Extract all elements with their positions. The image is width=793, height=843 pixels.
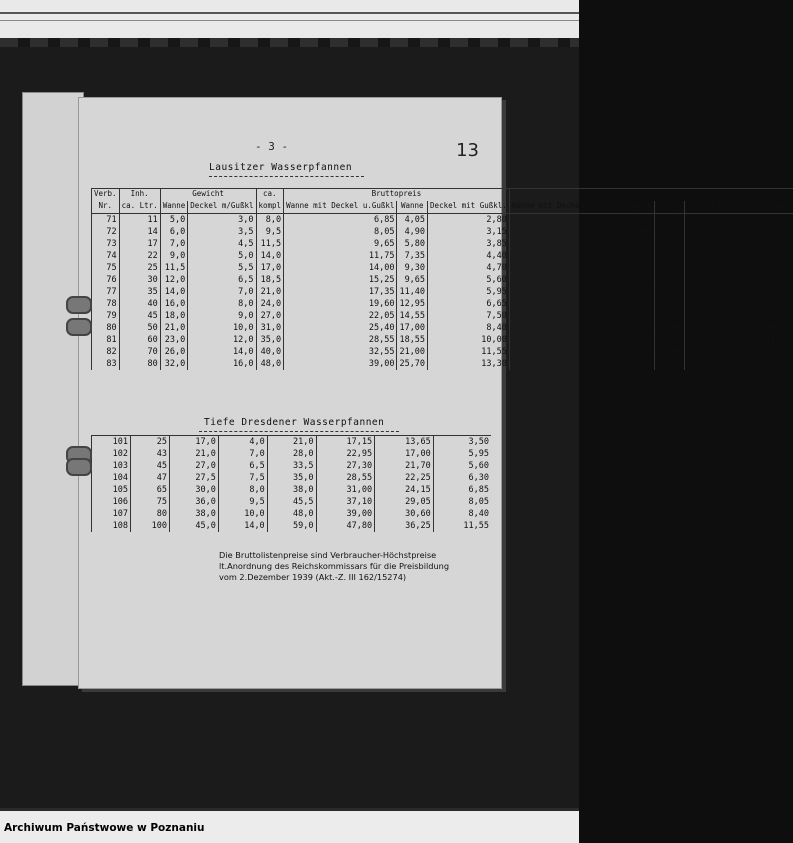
table-cell: 25,70 xyxy=(397,358,428,370)
table-cell: 10,0 xyxy=(218,508,267,520)
table-cell: 3,60 xyxy=(685,214,793,227)
table-cell: 106 xyxy=(92,496,131,508)
table-cell: 12,95 xyxy=(654,298,685,310)
table-row xyxy=(92,460,492,472)
table-row xyxy=(92,484,492,496)
table-cell: 22,05 xyxy=(284,310,397,322)
table-cell: 8,0 xyxy=(256,214,284,227)
table-cell: 17,0 xyxy=(256,262,284,274)
title-underline xyxy=(209,176,364,177)
table-cell: 8,30 xyxy=(685,298,793,310)
table-cell: 14,0 xyxy=(218,520,267,532)
header-gewicht: Gewicht xyxy=(160,189,256,202)
table-cell: 30,0 xyxy=(170,484,219,496)
table-cell: 60 xyxy=(119,334,160,346)
binder-ring xyxy=(66,458,92,476)
header-bruttopreis-1: Bruttopreis xyxy=(284,189,510,202)
table-cell: 7,40 xyxy=(685,286,793,298)
table-cell: 8,40 xyxy=(428,322,510,334)
table-cell: 47,80 xyxy=(316,520,375,532)
table-row xyxy=(92,508,492,520)
document-page xyxy=(78,97,502,689)
table-cell: 10,00 xyxy=(428,334,510,346)
table-cell: 21,00 xyxy=(654,346,685,358)
table-cell: 13,65 xyxy=(375,436,434,449)
header-deckel-gusskl: Deckel mit Gußkl. xyxy=(428,201,510,214)
table-cell: 83 xyxy=(92,358,120,370)
table-row xyxy=(92,250,793,262)
table1-body xyxy=(92,214,793,371)
table-cell: 50 xyxy=(119,322,160,334)
table-cell: 65 xyxy=(131,484,170,496)
table2-body xyxy=(92,436,492,533)
table-cell: 36,25 xyxy=(375,520,434,532)
table-cell: 6,0 xyxy=(160,226,188,238)
header-ltr: ca. Ltr. xyxy=(119,201,160,214)
table-cell: 13,25 xyxy=(685,346,793,358)
table-cell: 28,55 xyxy=(316,472,375,484)
table-cell: 5,85 xyxy=(685,262,793,274)
table-cell: 80 xyxy=(131,508,170,520)
table-cell: 12,80 xyxy=(509,250,654,262)
table-cell: 48,0 xyxy=(256,358,284,370)
table-cell: 9,65 xyxy=(284,238,397,250)
table-cell: 17,35 xyxy=(284,286,397,298)
table-cell: 16,0 xyxy=(160,298,188,310)
table-cell: 71 xyxy=(92,214,120,227)
table-cell: 22,95 xyxy=(316,448,375,460)
table-cell: 9,65 xyxy=(397,274,428,286)
table-cell: 32,55 xyxy=(284,346,397,358)
table-cell: 4,5 xyxy=(188,238,256,250)
table-cell: 18,0 xyxy=(160,310,188,322)
page-number: - 3 - xyxy=(255,140,288,153)
table-cell: 11,55 xyxy=(433,520,491,532)
table-cell: 2,80 xyxy=(428,214,510,227)
table-cell: 10,0 xyxy=(188,322,256,334)
table-cell: 18,55 xyxy=(654,334,685,346)
table-cell: 17,15 xyxy=(316,436,375,449)
price-note xyxy=(219,550,499,583)
table-cell: 102 xyxy=(92,448,131,460)
table-cell: 9,00 xyxy=(509,226,654,238)
table-cell: 5,95 xyxy=(433,448,491,460)
table-cell: 4,0 xyxy=(218,436,267,449)
table-cell: 18,80 xyxy=(509,286,654,298)
header-deckel-blech: Deckel mit Blech-klappe xyxy=(685,201,793,214)
table-cell: 8,0 xyxy=(188,298,256,310)
table-cell: 7,00 xyxy=(685,274,793,286)
table-cell: 4,90 xyxy=(397,226,428,238)
table-cell: 7,35 xyxy=(654,250,685,262)
table-cell: 45,0 xyxy=(170,520,219,532)
note-line: lt.Anordnung des Reichskommissars für die Preisbildung xyxy=(219,561,499,572)
table-cell: 16,65 xyxy=(509,274,654,286)
header-wanne-deckel-gusskl: Wanne mit Deckel u.Gußkl xyxy=(284,201,397,214)
table-cell: 11,55 xyxy=(428,346,510,358)
binder-left-page xyxy=(22,92,84,686)
table-cell: 14,00 xyxy=(284,262,397,274)
table-cell: 7,50 xyxy=(428,310,510,322)
table-cell: 16,0 xyxy=(188,358,256,370)
table-cell: 77 xyxy=(92,286,120,298)
table-cell: 39,00 xyxy=(284,358,397,370)
table-cell: 45 xyxy=(131,460,170,472)
table-cell: 5,60 xyxy=(433,460,491,472)
note-line: vom 2.Dezember 1939 (Akt.-Z. III 162/15274) xyxy=(219,572,499,583)
binder-ring xyxy=(66,318,92,336)
table-cell: 9,5 xyxy=(218,496,267,508)
table-cell: 6,85 xyxy=(284,214,397,227)
table-cell: 5,00 xyxy=(685,238,793,250)
top-rule xyxy=(0,12,579,14)
table-cell: 35 xyxy=(119,286,160,298)
archive-label: Archiwum Państwowe w Poznaniu xyxy=(4,822,205,834)
price-table-lausitzer xyxy=(91,188,793,370)
table-cell: 26,0 xyxy=(160,346,188,358)
table-cell: 45 xyxy=(119,310,160,322)
table-cell: 76 xyxy=(92,274,120,286)
table-row xyxy=(92,238,793,250)
table-cell: 40 xyxy=(119,298,160,310)
table-cell: 101 xyxy=(92,436,131,449)
table-cell: 30,60 xyxy=(375,508,434,520)
table-row xyxy=(92,448,492,460)
table-cell: 17,00 xyxy=(375,448,434,460)
table-cell: 78 xyxy=(92,298,120,310)
table-cell: 3,0 xyxy=(188,214,256,227)
section2-title: Tiefe Dresdener Wasserpfannen xyxy=(204,417,384,428)
table-row xyxy=(92,346,793,358)
table-cell: 10,05 xyxy=(685,322,793,334)
table-cell: 14,55 xyxy=(397,310,428,322)
table-cell: 7,0 xyxy=(218,448,267,460)
table-cell: 23,0 xyxy=(160,334,188,346)
table-cell: 38,0 xyxy=(170,508,219,520)
table-cell: 103 xyxy=(92,460,131,472)
table-cell: 105 xyxy=(92,484,131,496)
table-cell: 43 xyxy=(131,448,170,460)
table-cell: 7,35 xyxy=(397,250,428,262)
table-cell: 28,0 xyxy=(267,448,316,460)
note-line: Die Bruttolistenpreise sind Verbraucher-Höchstpreise xyxy=(219,550,499,561)
table-cell: 9,5 xyxy=(256,226,284,238)
table-cell: 25 xyxy=(119,262,160,274)
table-cell: 4,40 xyxy=(428,250,510,262)
table-cell: 80 xyxy=(92,322,120,334)
table-row xyxy=(92,286,793,298)
table-cell: 18,5 xyxy=(256,274,284,286)
header-inh: Inh. xyxy=(119,189,160,202)
table-cell: 38,0 xyxy=(267,484,316,496)
table-cell: 73 xyxy=(92,238,120,250)
table-cell: 21,70 xyxy=(375,460,434,472)
table-cell: 37,10 xyxy=(316,496,375,508)
table-row xyxy=(92,274,793,286)
table-cell: 21,0 xyxy=(267,436,316,449)
table-cell: 5,95 xyxy=(428,286,510,298)
table-cell: 7,0 xyxy=(188,286,256,298)
archive-footer-band xyxy=(0,808,579,843)
table-cell: 5,45 xyxy=(685,250,793,262)
table-cell: 8,05 xyxy=(284,226,397,238)
table-cell: 39,00 xyxy=(316,508,375,520)
table-cell: 25,40 xyxy=(284,322,397,334)
table-cell: 6,5 xyxy=(188,274,256,286)
table-cell: 3,50 xyxy=(433,436,491,449)
table-cell: 17 xyxy=(119,238,160,250)
top-rule-thin xyxy=(0,20,579,21)
table-cell: 21,0 xyxy=(160,322,188,334)
table-cell: 25,75 xyxy=(654,358,685,370)
header-deckel-weight: Deckel m/Gußkl xyxy=(188,201,256,214)
table-cell: 5,5 xyxy=(188,262,256,274)
table-row xyxy=(92,226,793,238)
table-row xyxy=(92,298,793,310)
table-cell: 9,00 xyxy=(685,310,793,322)
table-cell: 12,0 xyxy=(188,334,256,346)
table-cell: 30,50 xyxy=(509,334,654,346)
table-cell: 11,5 xyxy=(160,262,188,274)
table-row xyxy=(92,472,492,484)
table-cell: 10,80 xyxy=(509,238,654,250)
table-cell: 11,40 xyxy=(397,286,428,298)
table-cell: 81 xyxy=(92,334,120,346)
table-cell: 22,25 xyxy=(375,472,434,484)
header-bruttopreis-2: Bruttopreis xyxy=(509,189,793,202)
table-cell: 107 xyxy=(92,508,131,520)
table-cell: 21,0 xyxy=(170,448,219,460)
table-cell: 48,0 xyxy=(267,508,316,520)
table-cell: 9,30 xyxy=(397,262,428,274)
table-cell: 15,25 xyxy=(284,274,397,286)
table-cell: 4,10 xyxy=(685,226,793,238)
table-row xyxy=(92,310,793,322)
table-cell: 4,05 xyxy=(654,214,685,227)
table-cell: 7,65 xyxy=(509,214,654,227)
binder-ring xyxy=(66,296,92,314)
table-cell: 75 xyxy=(92,262,120,274)
table-cell: 7,0 xyxy=(160,238,188,250)
header-wanne-weight: Wanne xyxy=(160,201,188,214)
table-cell: 24,0 xyxy=(256,298,284,310)
table-cell: 15,15 xyxy=(509,262,654,274)
table-cell: 14,55 xyxy=(654,310,685,322)
table-cell: 4,90 xyxy=(654,226,685,238)
table-cell: 72 xyxy=(92,226,120,238)
table-cell: 5,60 xyxy=(428,274,510,286)
table-row xyxy=(92,496,492,508)
table-cell: 41,00 xyxy=(509,358,654,370)
table-cell: 12,95 xyxy=(397,298,428,310)
table-cell: 70 xyxy=(119,346,160,358)
handwritten-folio-number: 13 xyxy=(456,140,479,161)
table-cell: 36,0 xyxy=(170,496,219,508)
table-cell: 13,30 xyxy=(428,358,510,370)
table-cell: 75 xyxy=(131,496,170,508)
table-cell: 9,0 xyxy=(160,250,188,262)
table-cell: 21,0 xyxy=(256,286,284,298)
table-cell: 27,0 xyxy=(170,460,219,472)
table-cell: 80 xyxy=(119,358,160,370)
table-cell: 3,15 xyxy=(428,226,510,238)
table-cell: 30 xyxy=(119,274,160,286)
table-cell: 27,05 xyxy=(509,322,654,334)
table-cell: 17,00 xyxy=(654,322,685,334)
table-cell: 8,05 xyxy=(433,496,491,508)
table-cell: 19,60 xyxy=(284,298,397,310)
table-cell: 74 xyxy=(92,250,120,262)
table-cell: 35,0 xyxy=(267,472,316,484)
table-row xyxy=(92,520,492,532)
table-title: Lausitzer Wasserpfannen xyxy=(209,162,352,173)
table-cell: 23,55 xyxy=(509,310,654,322)
table-cell: 31,00 xyxy=(316,484,375,496)
table-cell: 21,25 xyxy=(509,298,654,310)
table-row xyxy=(92,334,793,346)
table-cell: 6,85 xyxy=(433,484,491,496)
table-cell: 6,30 xyxy=(433,472,491,484)
table-cell: 59,0 xyxy=(267,520,316,532)
header-nr: Nr. xyxy=(92,201,120,214)
table-cell: 7,5 xyxy=(218,472,267,484)
table-cell: 11,75 xyxy=(284,250,397,262)
table-row xyxy=(92,214,793,227)
table-cell: 34,25 xyxy=(509,346,654,358)
header-verb: Verb. xyxy=(92,189,120,202)
header-ca: ca. xyxy=(256,189,284,202)
table-cell: 31,0 xyxy=(256,322,284,334)
table-cell: 35,0 xyxy=(256,334,284,346)
table-cell: 15,25 xyxy=(685,358,793,370)
table-cell: 11,5 xyxy=(256,238,284,250)
table-row xyxy=(92,436,492,449)
section2-underline xyxy=(199,431,399,432)
table-cell: 27,5 xyxy=(170,472,219,484)
table-cell: 22 xyxy=(119,250,160,262)
table-cell: 79 xyxy=(92,310,120,322)
table-cell: 5,0 xyxy=(188,250,256,262)
table-cell: 17,0 xyxy=(170,436,219,449)
table-cell: 17,00 xyxy=(397,322,428,334)
table-cell: 4,70 xyxy=(428,262,510,274)
header-wanne-deckel-blech: Wanne mit Deckel u/Blech-klappe xyxy=(509,201,654,214)
table-row xyxy=(92,358,793,370)
table-cell: 5,0 xyxy=(160,214,188,227)
table-cell: 25 xyxy=(131,436,170,449)
film-top-band xyxy=(0,0,579,38)
table-cell: 3,5 xyxy=(188,226,256,238)
table-cell: 5,80 xyxy=(397,238,428,250)
table-cell: 33,5 xyxy=(267,460,316,472)
table-cell: 12,0 xyxy=(160,274,188,286)
price-table-dresdener xyxy=(91,435,491,532)
table-cell: 82 xyxy=(92,346,120,358)
table-cell: 9,30 xyxy=(654,262,685,274)
table-cell: 27,30 xyxy=(316,460,375,472)
table-cell: 21,00 xyxy=(397,346,428,358)
table-cell: 11,95 xyxy=(685,334,793,346)
table-cell: 108 xyxy=(92,520,131,532)
table-row xyxy=(92,322,793,334)
table-row xyxy=(92,262,793,274)
table-cell: 104 xyxy=(92,472,131,484)
table-cell: 11 xyxy=(119,214,160,227)
table-cell: 9,65 xyxy=(654,274,685,286)
table-cell: 28,55 xyxy=(284,334,397,346)
table-cell: 4,05 xyxy=(397,214,428,227)
film-perforation-strip xyxy=(0,38,579,47)
table-cell: 24,15 xyxy=(375,484,434,496)
table-cell: 29,05 xyxy=(375,496,434,508)
header-kompl: kompl xyxy=(256,201,284,214)
header-wanne-2: Wanne xyxy=(654,201,685,214)
table-cell: 18,55 xyxy=(397,334,428,346)
table-cell: 14,0 xyxy=(256,250,284,262)
table-cell: 47 xyxy=(131,472,170,484)
table-cell: 8,40 xyxy=(433,508,491,520)
table-cell: 27,0 xyxy=(256,310,284,322)
table-cell: 6,5 xyxy=(218,460,267,472)
table-cell: 14,0 xyxy=(188,346,256,358)
table-cell: 9,0 xyxy=(188,310,256,322)
table-cell: 5,80 xyxy=(654,238,685,250)
table-cell: 8,0 xyxy=(218,484,267,496)
table-cell: 3,85 xyxy=(428,238,510,250)
table-cell: 32,0 xyxy=(160,358,188,370)
header-wanne-1: Wanne xyxy=(397,201,428,214)
table-cell: 6,65 xyxy=(428,298,510,310)
table-cell: 45,5 xyxy=(267,496,316,508)
table-cell: 14 xyxy=(119,226,160,238)
table-cell: 40,0 xyxy=(256,346,284,358)
table-cell: 100 xyxy=(131,520,170,532)
table-cell: 11,40 xyxy=(654,286,685,298)
table-cell: 14,0 xyxy=(160,286,188,298)
